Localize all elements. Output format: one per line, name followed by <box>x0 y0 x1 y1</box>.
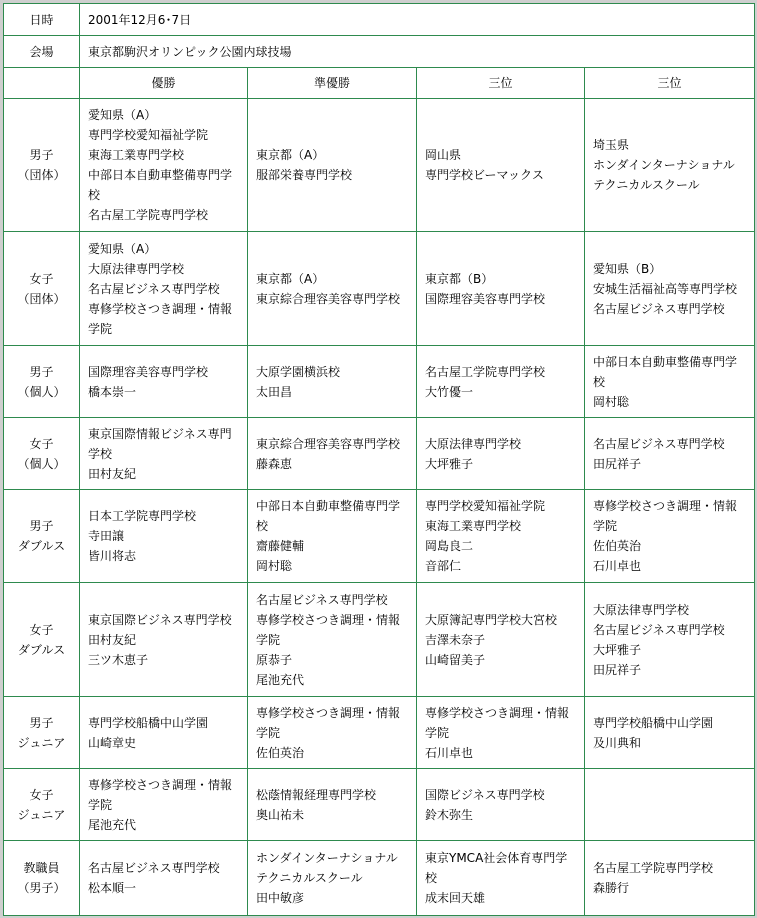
category-line: （個人） <box>17 384 66 399</box>
result-line: 専門学校愛知福祉学院 <box>425 499 546 513</box>
result-line: 名古屋ビジネス専門学校 <box>88 281 220 296</box>
result-line: 松蔭情報経理専門学校 <box>256 787 377 802</box>
result-line: 中部日本自動車整備専門学校 <box>593 354 738 389</box>
result-line: 専修学校さつき調理・情報学院 <box>593 499 738 533</box>
result-cell <box>417 769 585 841</box>
result-line: 尾池充代 <box>256 672 305 687</box>
category-cell <box>4 346 80 418</box>
result-line: 名古屋工学院専門学校 <box>425 364 546 379</box>
result-line: 東海工業専門学校 <box>425 519 522 533</box>
category-cell <box>4 583 80 697</box>
result-cell <box>80 697 248 769</box>
category-line: 男子 <box>29 715 54 730</box>
result-cell <box>585 490 755 583</box>
result-line: 三ツ木恵子 <box>88 652 149 667</box>
result-line: 愛知県（A） <box>88 108 157 122</box>
venue-row <box>4 36 755 68</box>
result-line: 愛知県（A） <box>88 241 157 256</box>
result-line: 及川典和 <box>593 735 642 750</box>
header-third-a: 三位 <box>417 68 585 99</box>
result-line: 岡島良二 <box>425 539 474 553</box>
category-line: 男子 <box>29 364 54 379</box>
result-line: 鈴木弥生 <box>425 807 474 822</box>
date-value: 2001年12月6･7日 <box>80 4 755 36</box>
category-line: 女子 <box>29 787 54 802</box>
category-line: 女子 <box>29 436 54 451</box>
result-line: 専修学校さつき調理・情報学院 <box>425 705 570 740</box>
result-line: 寺田譲 <box>88 529 125 543</box>
result-cell <box>417 490 585 583</box>
result-line: 東京綜合理容美容専門学校 <box>256 436 401 451</box>
result-line: 国際ビジネス専門学校 <box>425 787 545 802</box>
result-line: 日本工学院専門学校 <box>88 509 197 523</box>
result-line: 国際理容美容専門学校 <box>88 364 209 379</box>
result-line: 松本順一 <box>88 881 137 895</box>
result-line: 専門学校愛知福祉学院 <box>88 128 209 142</box>
result-cell <box>585 99 755 232</box>
result-line: 大原法律専門学校 <box>88 261 185 276</box>
result-line: 山崎章史 <box>88 735 137 750</box>
result-line: 中部日本自動車整備専門学校 <box>256 499 401 533</box>
result-cell <box>585 232 755 346</box>
result-line: ホンダインターナショナルテクニカルスクール <box>593 158 735 192</box>
result-line: 安城生活福祉高等専門学校 <box>593 281 738 296</box>
result-line: 佐伯英治 <box>593 539 642 553</box>
result-row <box>4 99 755 232</box>
category-cell <box>4 418 80 490</box>
result-line: 専修学校さつき調理・情報学院 <box>256 705 401 740</box>
result-cell <box>248 841 417 916</box>
category-line: ダブルス <box>17 539 66 553</box>
category-cell <box>4 769 80 841</box>
result-line: 名古屋ビジネス専門学校 <box>593 301 725 316</box>
result-line: 大原法律専門学校 <box>593 602 690 617</box>
result-line: 岡村聡 <box>256 559 293 573</box>
category-cell <box>4 841 80 916</box>
result-line: 名古屋工学院専門学校 <box>88 208 209 222</box>
result-cell <box>80 346 248 418</box>
results-table <box>3 3 755 916</box>
result-cell <box>585 769 755 841</box>
venue-label: 会場 <box>4 36 80 68</box>
result-line: 石川卓也 <box>593 559 642 573</box>
result-line: 中部日本自動車整備専門学校 <box>88 168 233 202</box>
category-line: ジュニア <box>17 735 66 750</box>
category-cell <box>4 490 80 583</box>
category-line: 男子 <box>29 519 54 533</box>
result-line: 田村友紀 <box>88 466 137 481</box>
result-line: 服部栄養専門学校 <box>256 168 353 182</box>
header-empty-cell <box>4 68 80 99</box>
result-line: 埼玉県 <box>593 138 630 152</box>
result-line: 石川卓也 <box>425 745 474 760</box>
result-cell <box>248 232 417 346</box>
result-line: 太田昌 <box>256 384 293 399</box>
result-line: 専門学校船橋中山学園 <box>88 715 209 730</box>
result-line: 東京YMCA社会体育専門学校 <box>425 851 568 885</box>
category-cell <box>4 697 80 769</box>
result-line: 専門学校ビーマックス <box>425 168 544 182</box>
result-line: 吉澤未奈子 <box>425 632 486 647</box>
result-line: 東京都（A） <box>256 148 325 162</box>
header-third-b: 三位 <box>585 68 755 99</box>
result-cell <box>80 99 248 232</box>
result-line: 名古屋ビジネス専門学校 <box>593 622 725 637</box>
header-winner: 優勝 <box>80 68 248 99</box>
category-cell <box>4 99 80 232</box>
category-line: （個人） <box>17 456 66 471</box>
category-line: （男子） <box>17 881 66 895</box>
result-line: 皆川将志 <box>88 549 137 563</box>
result-cell <box>417 99 585 232</box>
result-line: 田中敏彦 <box>256 891 305 905</box>
result-line: 田尻祥子 <box>593 456 642 471</box>
result-cell <box>80 232 248 346</box>
category-line: （団体） <box>17 291 66 306</box>
date-row <box>4 4 755 36</box>
result-cell <box>248 418 417 490</box>
result-line: 田村友紀 <box>88 632 137 647</box>
category-cell <box>4 232 80 346</box>
result-cell <box>417 697 585 769</box>
result-line: 大竹優一 <box>425 384 474 399</box>
result-line: 名古屋工学院専門学校 <box>593 861 714 875</box>
result-line: ホンダインターナショナルテクニカルスクール <box>256 851 398 885</box>
result-line: 山崎留美子 <box>425 652 486 667</box>
result-cell <box>417 418 585 490</box>
category-line: 男子 <box>29 148 54 162</box>
result-line: 大坪雅子 <box>425 456 474 471</box>
venue-value: 東京都駒沢オリンピック公園内球技場 <box>80 36 755 68</box>
result-line: 専修学校さつき調理・情報学院 <box>88 301 233 336</box>
result-line: 尾池充代 <box>88 817 137 832</box>
result-line: 森勝行 <box>593 881 630 895</box>
result-cell <box>248 346 417 418</box>
result-line: 名古屋ビジネス専門学校 <box>593 436 725 451</box>
result-cell <box>417 346 585 418</box>
result-cell <box>80 583 248 697</box>
result-line: 原恭子 <box>256 652 293 667</box>
result-line: 奥山祐未 <box>256 807 305 822</box>
result-line: 大原法律専門学校 <box>425 436 522 451</box>
result-line: 藤森恵 <box>256 456 293 471</box>
result-cell <box>248 769 417 841</box>
result-line: 大坪雅子 <box>593 642 642 657</box>
result-cell <box>248 583 417 697</box>
result-line: 専門学校船橋中山学園 <box>593 715 714 730</box>
result-row <box>4 346 755 418</box>
result-line: 専修学校さつき調理・情報学院 <box>256 612 401 647</box>
result-cell <box>585 346 755 418</box>
result-line: 佐伯英治 <box>256 745 305 760</box>
result-line: 音部仁 <box>425 559 462 573</box>
result-line: 名古屋ビジネス専門学校 <box>256 592 388 607</box>
result-cell <box>585 697 755 769</box>
category-line: （団体） <box>17 168 66 182</box>
category-line: 教職員 <box>23 861 60 875</box>
result-cell <box>585 418 755 490</box>
category-line: ジュニア <box>17 807 66 822</box>
result-line: 齋藤健輔 <box>256 539 305 553</box>
result-cell <box>248 99 417 232</box>
category-line: ダブルス <box>17 642 66 657</box>
result-row <box>4 418 755 490</box>
result-row <box>4 232 755 346</box>
result-cell <box>80 490 248 583</box>
result-row <box>4 841 755 916</box>
result-row <box>4 583 755 697</box>
result-cell <box>585 583 755 697</box>
result-cell <box>417 583 585 697</box>
result-line: 専修学校さつき調理・情報学院 <box>88 777 233 812</box>
result-line: 橋本崇一 <box>88 384 137 399</box>
result-line: 東京都（A） <box>256 271 325 286</box>
result-cell <box>585 841 755 916</box>
result-line: 愛知県（B） <box>593 261 662 276</box>
result-line: 岡山県 <box>425 148 462 162</box>
result-cell <box>248 490 417 583</box>
result-line: 大原学園横浜校 <box>256 364 341 379</box>
result-row <box>4 490 755 583</box>
result-cell <box>80 418 248 490</box>
category-line: 女子 <box>29 271 54 286</box>
result-line: 東海工業専門学校 <box>88 148 185 162</box>
result-cell <box>80 769 248 841</box>
result-line: 田尻祥子 <box>593 662 642 677</box>
result-line: 東京都（B） <box>425 271 494 286</box>
result-cell <box>417 232 585 346</box>
result-line: 東京国際ビジネス専門学校 <box>88 612 232 627</box>
result-cell <box>248 697 417 769</box>
result-line: 成末回天雄 <box>425 891 486 905</box>
header-runner-up: 準優勝 <box>248 68 417 99</box>
result-row <box>4 769 755 841</box>
result-cell <box>417 841 585 916</box>
result-line: 東京国際情報ビジネス専門学校 <box>88 426 232 461</box>
result-line: 岡村聡 <box>593 394 630 409</box>
category-line: 女子 <box>29 622 54 637</box>
result-line: 名古屋ビジネス専門学校 <box>88 861 220 875</box>
result-line: 大原簿記専門学校大宮校 <box>425 612 558 627</box>
result-cell <box>80 841 248 916</box>
result-line: 国際理容美容専門学校 <box>425 291 546 306</box>
result-row <box>4 697 755 769</box>
date-label: 日時 <box>4 4 80 36</box>
result-line: 東京綜合理容美容専門学校 <box>256 291 401 306</box>
header-row <box>4 68 755 99</box>
